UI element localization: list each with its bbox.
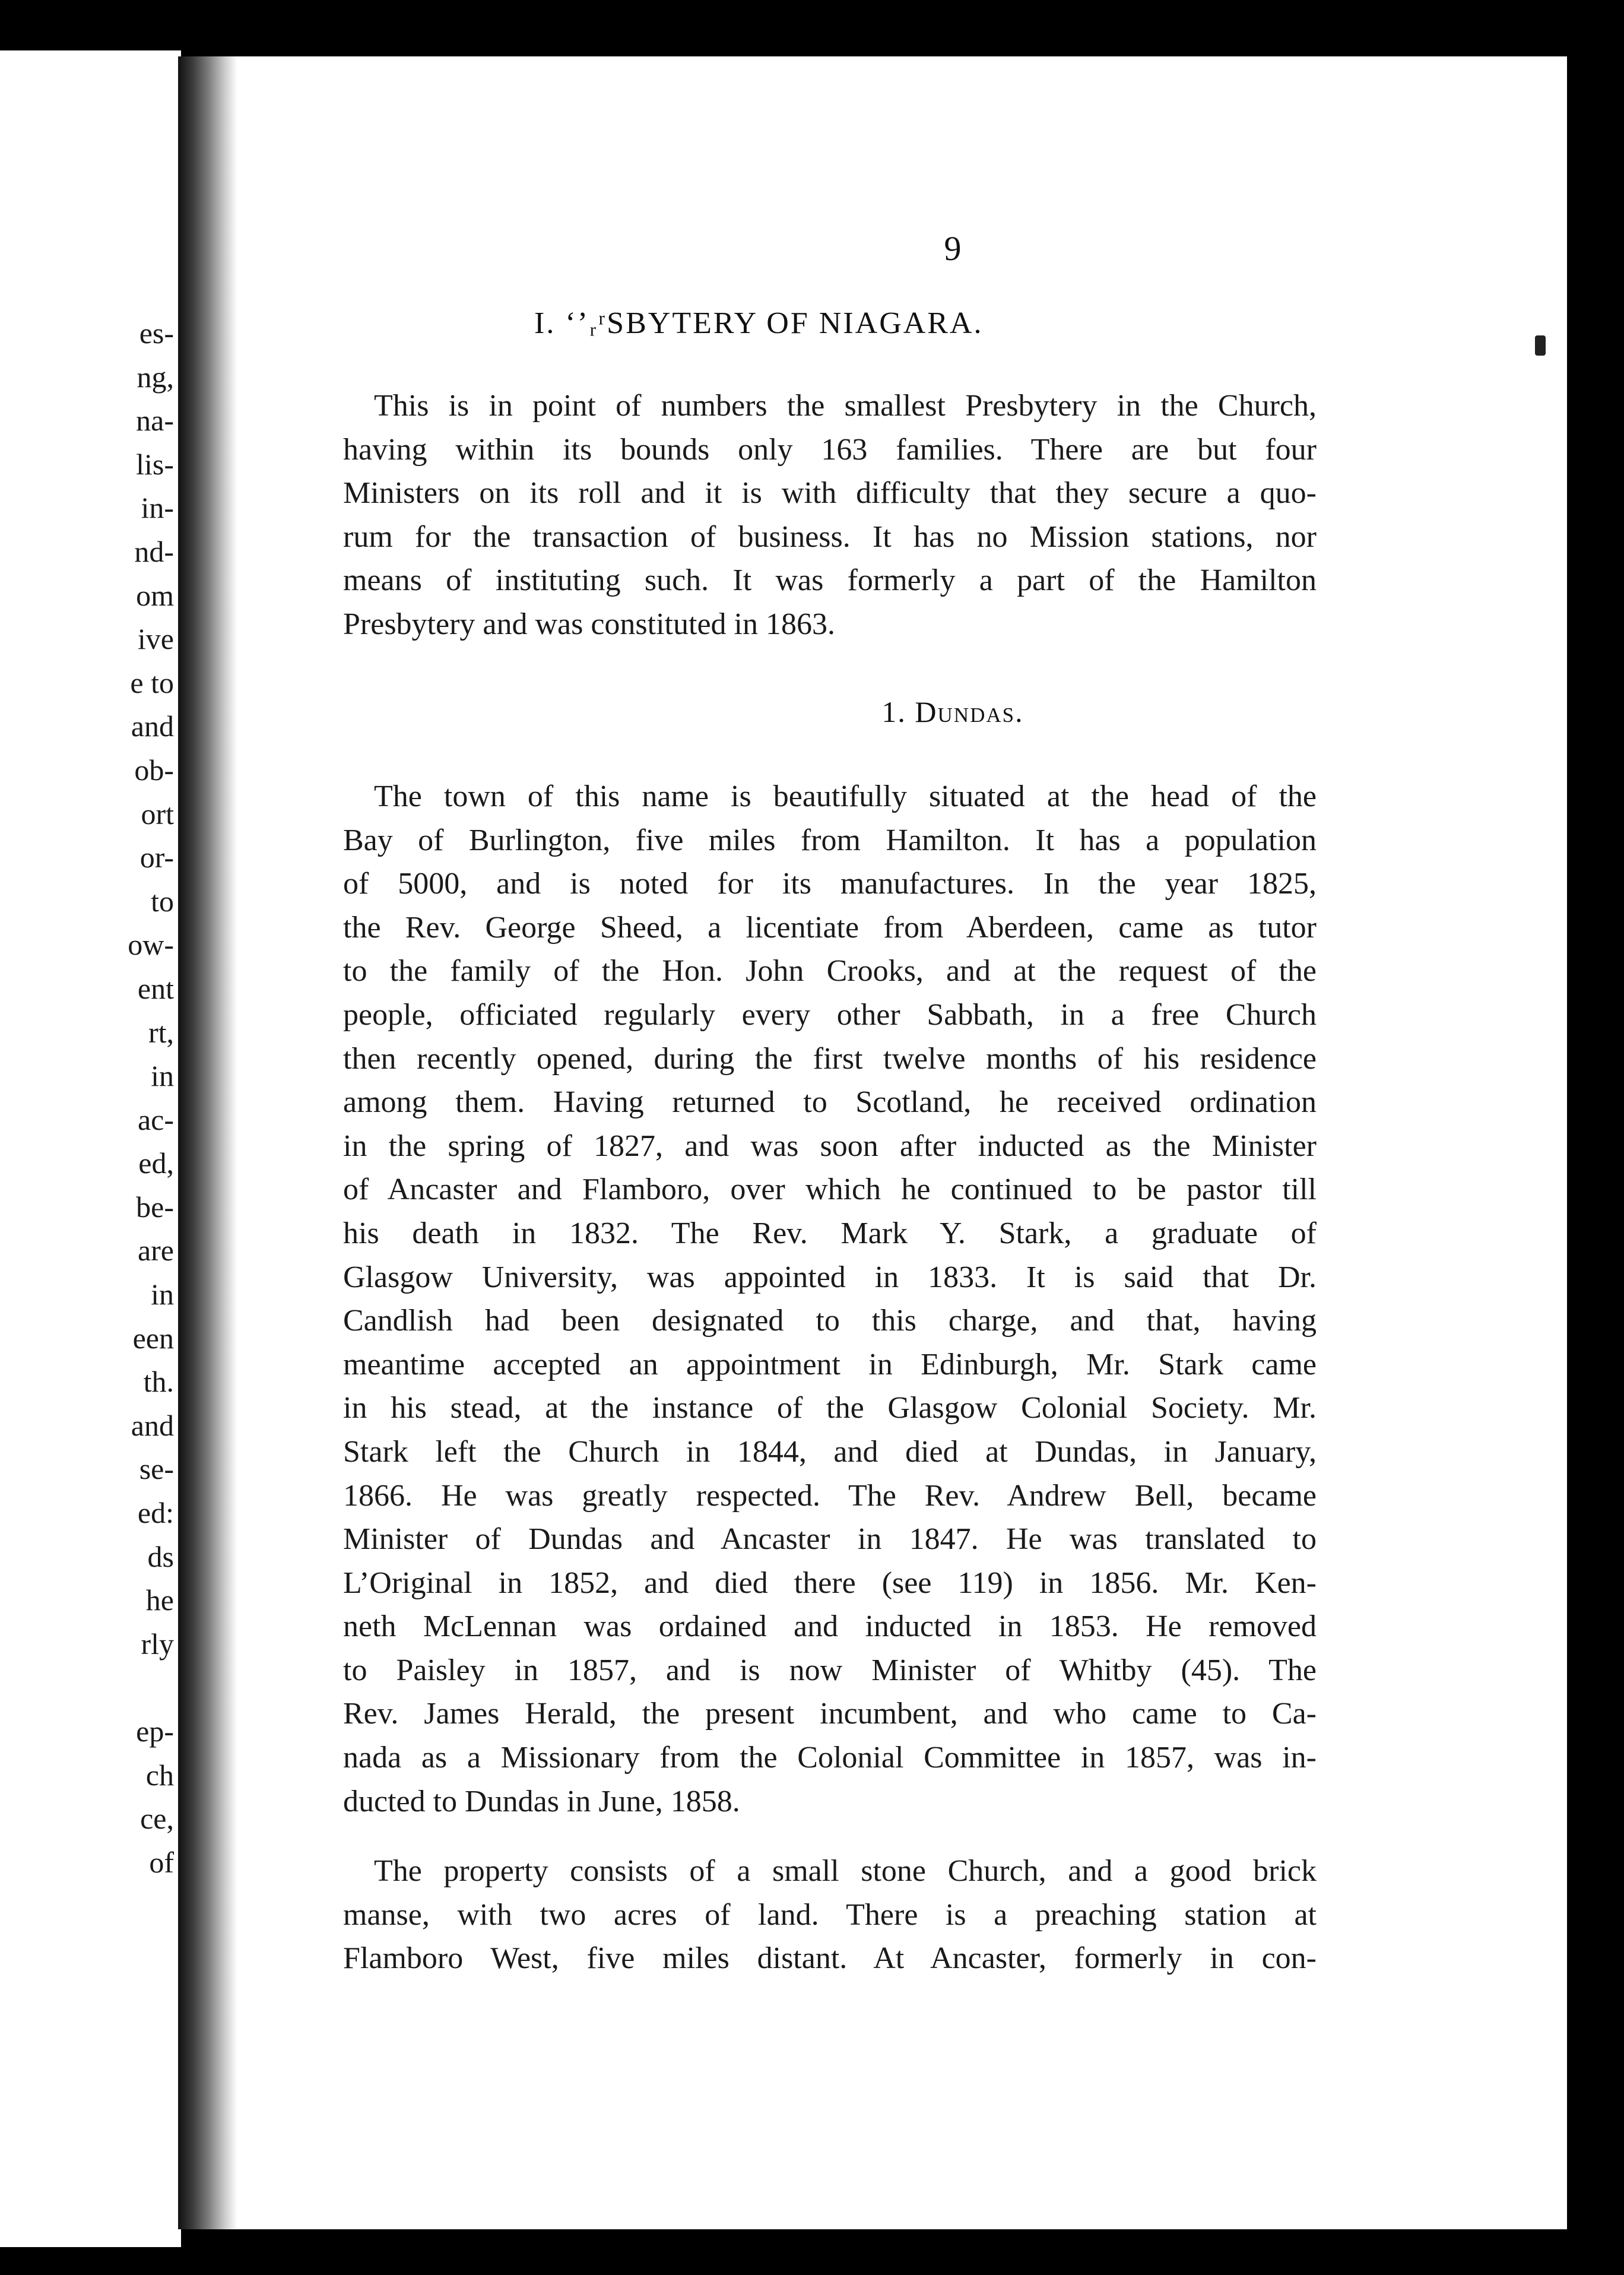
text-line: having within its bounds only 163 families. There are but four — [343, 432, 1317, 467]
text-line: manse, with two acres of land. There is a preaching station at — [343, 1897, 1317, 1932]
text-line: Glasgow University, was appointed in 1833. It is said that Dr. — [343, 1260, 1317, 1294]
text-line: L’Original in 1852, and died there (see 119) in 1856. Mr. Ken- — [343, 1566, 1317, 1600]
text-line: in the spring of 1827, and was soon after inducted as the Minister — [343, 1129, 1317, 1163]
text-line: The town of this name is beautifully situated at the head of the — [374, 780, 1317, 813]
dundas-paragraph — [343, 775, 1317, 1823]
left-fragment-line: een — [132, 1321, 174, 1355]
left-fragment-line: e to — [130, 666, 174, 699]
text-line: Minister of Dundas and Ancaster in 1847. He was translated to — [343, 1522, 1317, 1557]
left-fragment-line: ep- — [136, 1715, 174, 1748]
scan-speck — [1535, 335, 1546, 356]
text-line: his death in 1832. The Rev. Mark Y. Stark, a graduate of — [343, 1216, 1317, 1250]
left-fragment-line: ent — [137, 971, 174, 1005]
left-fragment-line: be- — [136, 1190, 174, 1224]
text-line: Ministers on its roll and it is with difficulty that they secure a quo- — [343, 476, 1317, 511]
left-fragment-line: es- — [139, 316, 174, 350]
left-fragment-line: se- — [139, 1452, 174, 1486]
left-fragment-line: nd- — [134, 534, 174, 568]
intro-paragraph — [343, 384, 1317, 647]
left-fragment-line: in- — [141, 491, 174, 525]
page-number: 9 — [944, 229, 962, 268]
left-fragment-line: he — [145, 1583, 174, 1617]
left-fragment-line: ed: — [137, 1496, 174, 1530]
left-fragment-line: in — [151, 1059, 174, 1093]
text-line: rum for the transaction of business. It has no Mission stations, nor — [343, 519, 1317, 554]
left-fragment-line: of — [149, 1845, 174, 1879]
text-line: Rev. James Herald, the present incumbent, and who came to Ca- — [343, 1697, 1317, 1731]
subheading-dundas: 1. Dundas. — [881, 695, 1024, 728]
text-line: the Rev. George Sheed, a licentiate from Aberdeen, came as tutor — [343, 910, 1317, 945]
left-fragment-line: ed, — [138, 1146, 174, 1180]
text-line: Flamboro West, five miles distant. At Ancaster, formerly in con- — [343, 1941, 1317, 1976]
left-fragment-line: lis- — [136, 447, 174, 481]
text-line: The property consists of a small stone Church, and a good brick — [374, 1854, 1317, 1888]
text-line: ducted to Dundas in June, 1858. — [343, 1784, 740, 1818]
left-fragment-line: ce, — [140, 1802, 174, 1836]
text-line: among them. Having returned to Scotland, he received ordination — [343, 1085, 1317, 1120]
binding-gutter-shadow — [178, 56, 237, 2229]
left-page-line-endings — [20, 312, 174, 1884]
left-page-fragment — [0, 50, 181, 2247]
left-fragment-line: ob- — [134, 753, 174, 787]
left-fragment-line: in — [151, 1278, 174, 1311]
text-line: to Paisley in 1857, and is now Minister of Whitby (45). The — [343, 1653, 1317, 1687]
text-line: Presbytery and was constituted in 1863. — [343, 607, 835, 641]
text-line: people, officiated regularly every other Sabbath, in a free Church — [343, 997, 1317, 1032]
left-fragment-line: th. — [143, 1365, 174, 1399]
text-line: Stark left the Church in 1844, and died at Dundas, in January, — [343, 1434, 1317, 1469]
left-fragment-line: ive — [137, 622, 174, 656]
left-fragment-line: to — [151, 884, 174, 918]
left-fragment-line: ac- — [137, 1102, 174, 1136]
left-fragment-line: om — [136, 578, 174, 612]
left-fragment-line — [20, 1666, 174, 1710]
left-fragment-line: and — [131, 1408, 174, 1442]
property-paragraph — [343, 1849, 1317, 1981]
left-fragment-line: ds — [147, 1539, 174, 1573]
left-fragment-line: and — [131, 709, 174, 743]
section-heading: I. ‘’ᵣʳSBYTERY OF NIAGARA. — [534, 306, 984, 340]
text-line: to the family of the Hon. John Crooks, and at the request of the — [343, 954, 1317, 988]
text-line: of Ancaster and Flamboro, over which he continued to be pastor till — [343, 1173, 1317, 1207]
left-fragment-line: rt, — [148, 1015, 174, 1049]
text-line: Candlish had been designated to this charge, and that, having — [343, 1304, 1317, 1338]
left-fragment-line: ort — [141, 797, 174, 831]
left-fragment-line: ng, — [137, 360, 174, 394]
left-fragment-line: or- — [139, 841, 174, 874]
left-fragment-line: na- — [136, 404, 174, 438]
text-line: meantime accepted an appointment in Edinburgh, Mr. Stark came — [343, 1347, 1317, 1382]
text-line: 1866. He was greatly respected. The Rev. Andrew Bell, became — [343, 1478, 1317, 1513]
text-line: This is in point of numbers the smallest Presbytery in the Church, — [374, 389, 1317, 423]
left-fragment-line: ow- — [128, 928, 174, 962]
text-line: means of instituting such. It was formerly a part of the Hamilton — [343, 563, 1317, 598]
text-line: neth McLennan was ordained and inducted in 1853. He removed — [343, 1609, 1317, 1644]
text-line: then recently opened, during the first twelve months of his residence — [343, 1041, 1317, 1076]
left-fragment-line: ch — [145, 1758, 174, 1792]
left-fragment-line: are — [137, 1234, 174, 1268]
left-fragment-line: rly — [141, 1627, 174, 1661]
text-line: Bay of Burlington, five miles from Hamilton. It has a population — [343, 823, 1317, 857]
text-line: in his stead, at the instance of the Glasgow Colonial Society. Mr. — [343, 1391, 1317, 1425]
right-page — [214, 56, 1567, 2229]
text-line: nada as a Missionary from the Colonial Committee in 1857, was in- — [343, 1741, 1317, 1775]
text-line: of 5000, and is noted for its manufactures. In the year 1825, — [343, 867, 1317, 901]
